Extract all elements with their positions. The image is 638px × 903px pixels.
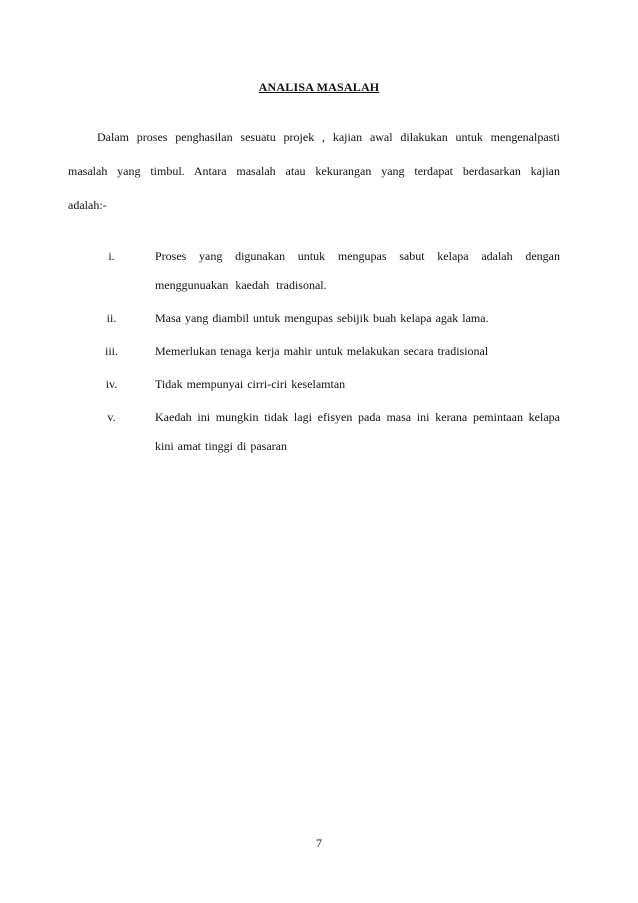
list-item [68, 242, 560, 300]
intro-paragraph: Dalam proses penghasilan sesuatu projek , kajian awal dilakukan untuk mengenalpasti masalah yang timbul. Antara masalah atau kekurangan yang terdapat berdasarkan kajian adalah:- [68, 130, 560, 212]
list-item [68, 304, 560, 333]
list-marker: i. [108, 249, 115, 263]
list-item-text: Memerlukan tenaga kerja mahir untuk melakukan secara tradisional [155, 344, 489, 358]
list-marker: iii. [104, 344, 118, 358]
list-marker: ii. [106, 311, 117, 325]
problem-list [68, 242, 560, 465]
page-title: ANALISA MASALAH [258, 80, 380, 94]
page-number: 7 [316, 836, 322, 850]
list-marker: v. [107, 410, 116, 424]
list-item-text: Tidak mempunyai cirri-ciri keselamtan [155, 377, 346, 391]
list-item-text: Proses yang digunakan untuk mengupas sabut kelapa adalah dengan menggunuakan kaedah tradisonal. [155, 249, 560, 292]
list-item [68, 370, 560, 399]
list-item [68, 337, 560, 366]
list-item-text: Masa yang diambil untuk mengupas sebijik buah kelapa agak lama. [155, 311, 489, 325]
list-item-text: Kaedah ini mungkin tidak lagi efisyen pada masa ini kerana pemintaan kelapa kini amat tinggi di pasaran [155, 410, 560, 453]
list-marker: iv. [105, 377, 118, 391]
list-item [68, 403, 560, 461]
